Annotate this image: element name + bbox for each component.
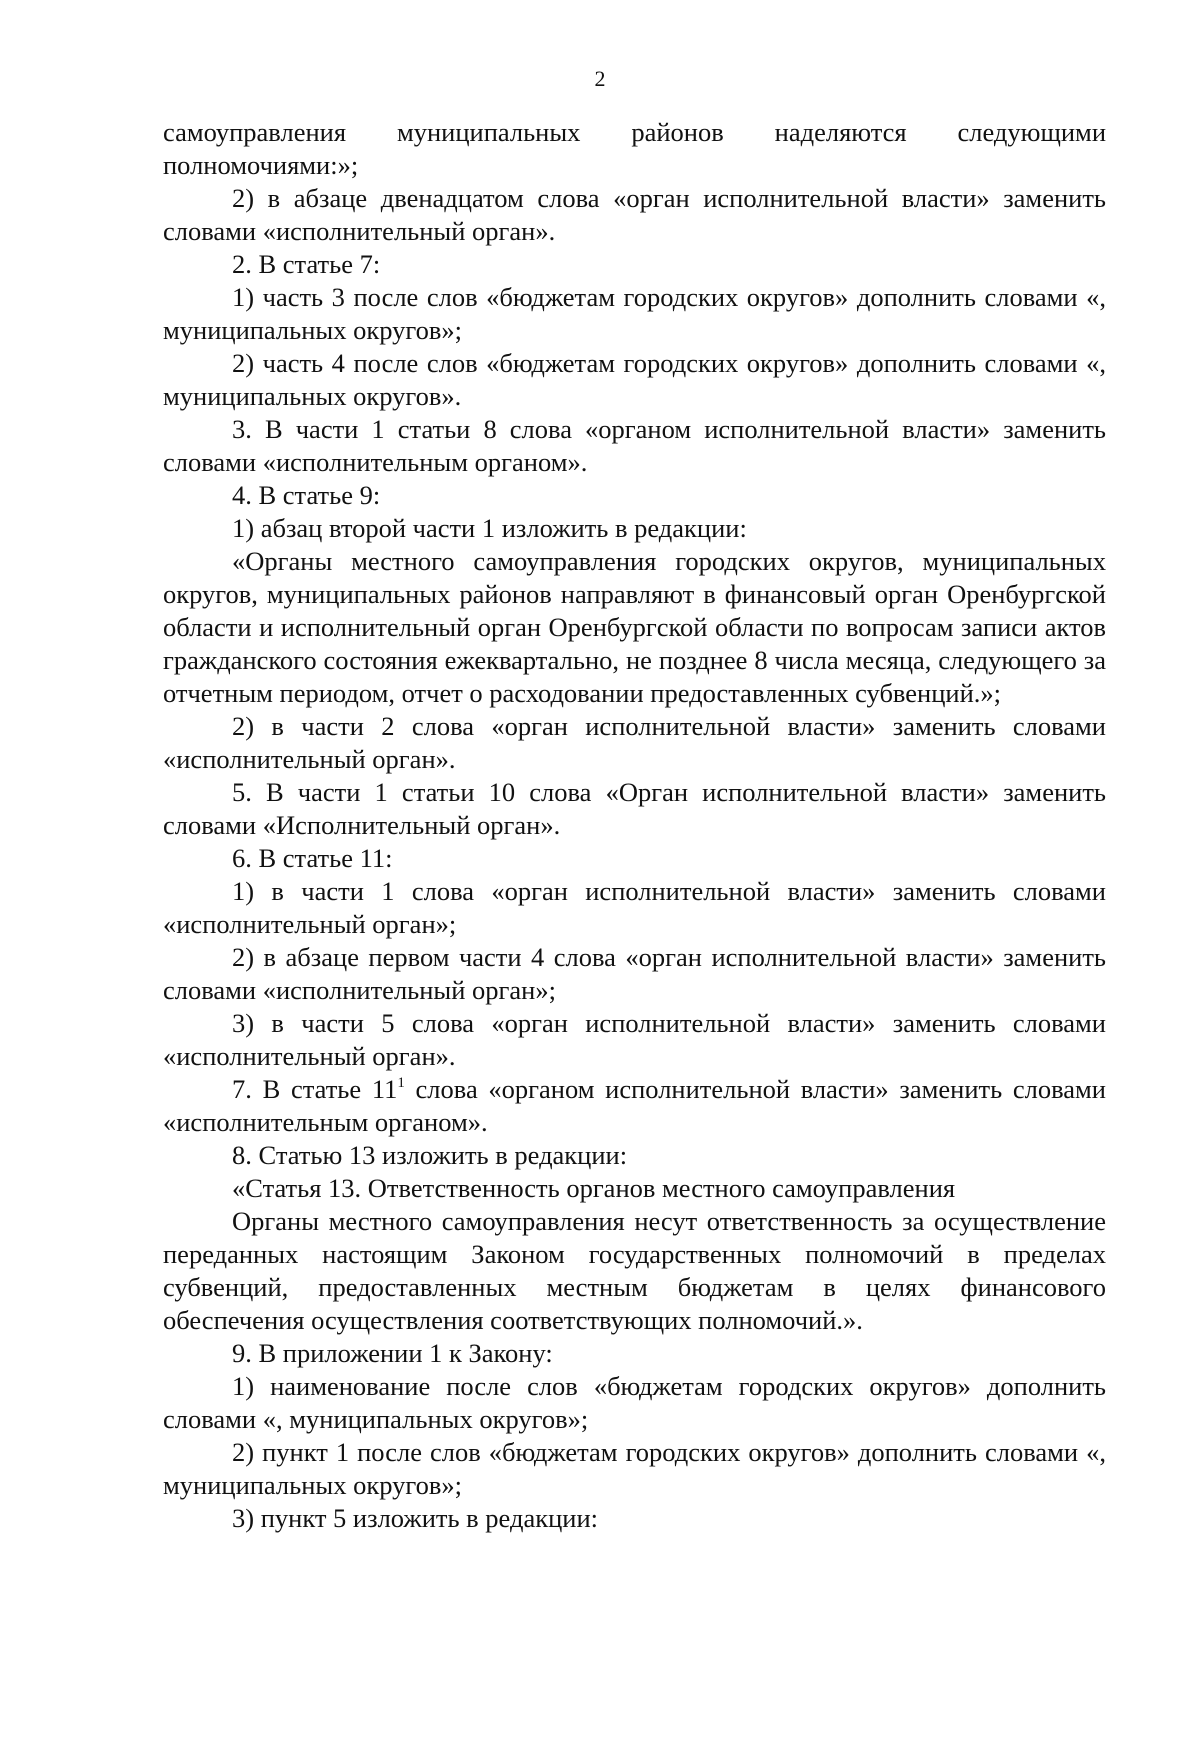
paragraph: «Органы местного самоуправления городских округов, муниципальных округов, муниципальных районов направляют в финансовый орган Оренбургской области и исполнительный орган Оренбургской области по вопросам записи актов гражданского состояния ежеквартально, не позднее 8 числа месяца, следующего за отчетным периодом, отчет о расходовании предоставленных субвенций.»; [163, 546, 1106, 708]
paragraph-text: слова «органом исполнительной власти» заменить словами «исполнительным органом». [163, 1074, 1106, 1137]
superscript: 1 [397, 1075, 405, 1091]
paragraph: 6. В статье 11: [232, 843, 393, 873]
paragraph: 5. В части 1 статьи 10 слова «Орган исполнительной власти» заменить словами «Исполнительный орган». [163, 777, 1106, 840]
paragraph: 3) пункт 5 изложить в редакции: [232, 1503, 598, 1533]
paragraph: 1) наименование после слов «бюджетам городских округов» дополнить словами «, муниципальных округов»; [163, 1371, 1106, 1434]
paragraph: 1) часть 3 после слов «бюджетам городских округов» дополнить словами «, муниципальных округов»; [163, 282, 1106, 345]
paragraph: 1) абзац второй части 1 изложить в редакции: [232, 513, 747, 543]
paragraph: 2. В статье 7: [232, 249, 381, 279]
paragraph: 2) пункт 1 после слов «бюджетам городских округов» дополнить словами «, муниципальных округов»; [163, 1437, 1106, 1500]
paragraph: 2) часть 4 после слов «бюджетам городских округов» дополнить словами «, муниципальных округов». [163, 348, 1106, 411]
paragraph: 8. Статью 13 изложить в редакции: [232, 1140, 628, 1170]
paragraph: 2) в абзаце двенадцатом слова «орган исполнительной власти» заменить словами «исполнительный орган». [163, 183, 1106, 246]
paragraph: 1) в части 1 слова «орган исполнительной власти» заменить словами «исполнительный орган»; [163, 876, 1106, 939]
paragraph: 3) в части 5 слова «орган исполнительной власти» заменить словами «исполнительный орган». [163, 1008, 1106, 1071]
paragraph: 2) в абзаце первом части 4 слова «орган исполнительной власти» заменить словами «исполнительный орган»; [163, 942, 1106, 1005]
paragraph: 2) в части 2 слова «орган исполнительной власти» заменить словами «исполнительный орган». [163, 711, 1106, 774]
article-heading: «Статья 13. Ответственность органов местного самоуправления [232, 1173, 956, 1203]
paragraph: 9. В приложении 1 к Закону: [232, 1338, 553, 1368]
paragraph: 3. В части 1 статьи 8 слова «органом исполнительной власти» заменить словами «исполнительным органом». [163, 414, 1106, 477]
paragraph: 4. В статье 9: [232, 480, 381, 510]
paragraph-text: 7. В статье 11 [232, 1074, 398, 1104]
document-body [163, 116, 1106, 1535]
paragraph: самоуправления муниципальных районов наделяются следующими полномочиями:»; [163, 117, 1106, 180]
paragraph: Органы местного самоуправления несут ответственность за осуществление переданных настоящим Законом государственных полномочий в пределах субвенций, предоставленных местным бюджетам в целях финансового обеспечения осуществления соответствующих полномочий.». [163, 1206, 1106, 1335]
paragraph-with-superscript [163, 1073, 1106, 1139]
page-number: 2 [594, 66, 606, 91]
